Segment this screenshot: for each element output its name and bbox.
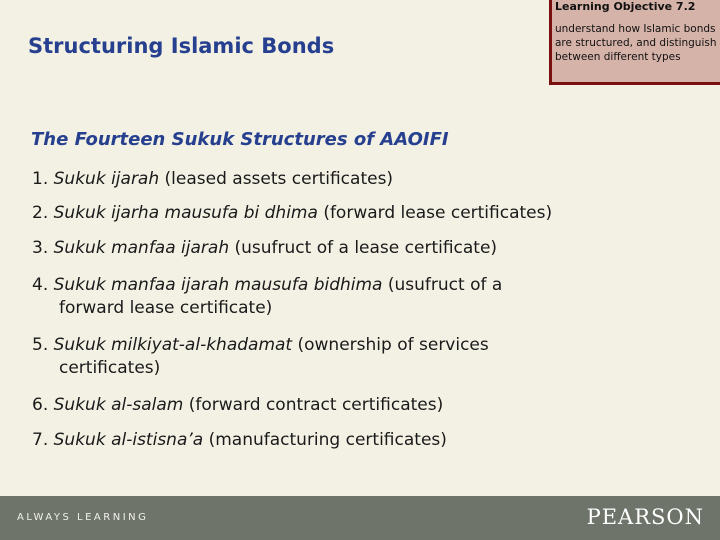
item-description: (ownership of services [297, 335, 489, 355]
list-item [32, 237, 497, 260]
item-term: Sukuk ijarah [53, 169, 160, 189]
list-item [32, 168, 393, 191]
item-description-continued: forward lease certificate) [59, 298, 273, 318]
item-description: (usufruct of a lease certificate) [234, 238, 498, 258]
item-term: Sukuk manfaa ijarah [53, 238, 230, 258]
learning-objective-box [549, 0, 720, 85]
footer-tagline: ALWAYS LEARNING [17, 512, 149, 523]
item-description: (usufruct of a [387, 275, 503, 295]
item-term: Sukuk manfaa ijarah mausufa bidhima [53, 275, 383, 295]
item-number: 2. [32, 203, 49, 223]
item-number: 5. [32, 335, 49, 355]
item-number: 3. [32, 238, 49, 258]
footer-bar [0, 496, 720, 540]
objective-heading: Learning Objective 7.2 [555, 0, 696, 13]
item-term: Sukuk al-istisna’a [53, 430, 204, 450]
item-description-continued: certificates) [59, 358, 161, 378]
list-item [32, 334, 489, 380]
list-item [32, 202, 552, 225]
item-term: Sukuk ijarha mausufa bi dhima [53, 203, 318, 223]
pearson-logo: PEARSON [586, 505, 704, 529]
item-description: (manufacturing certificates) [208, 430, 447, 450]
list-item [32, 429, 447, 452]
item-number: 6. [32, 395, 49, 415]
objective-text: understand how Islamic bonds are structured, and distinguish between different types [555, 23, 717, 63]
item-description: (forward lease certificates) [323, 203, 553, 223]
item-number: 1. [32, 169, 49, 189]
item-term: Sukuk al-salam [53, 395, 184, 415]
item-description: (forward contract certificates) [188, 395, 444, 415]
list-item [32, 394, 443, 417]
section-subheading: The Fourteen Sukuk Structures of AAOIFI [31, 129, 449, 150]
item-description: (leased assets certificates) [164, 169, 394, 189]
item-term: Sukuk milkiyat-al-khadamat [53, 335, 293, 355]
item-number: 4. [32, 275, 49, 295]
item-number: 7. [32, 430, 49, 450]
slide-title: Structuring Islamic Bonds [28, 34, 335, 58]
list-item [32, 274, 502, 320]
